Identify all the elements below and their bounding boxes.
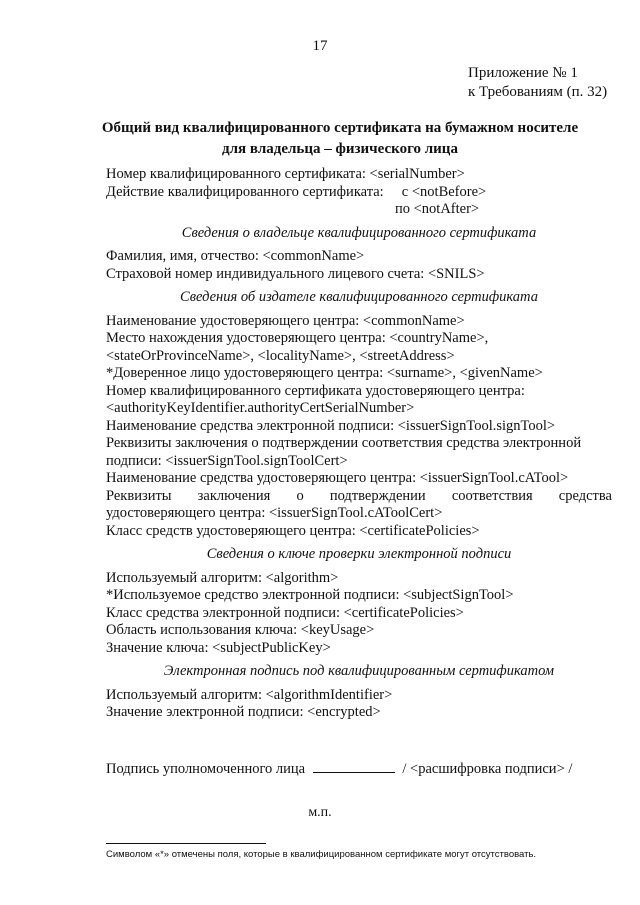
issuer-line: <stateOrProvinceName>, <localityName>, <streetAddress> [106,347,455,364]
document-title [60,118,620,160]
footnote-divider [106,843,266,844]
issuer-line: Наименование средства удостоверяющего центра: <issuerSignTool.cATool> [106,470,569,486]
owner-line: Фамилия, имя, отчество: <commonName> [106,248,365,264]
key-line: Область использования ключа: <keyUsage> [106,622,375,638]
key-line: *Используемое средство электронной подписи: <subjectSignTool> [106,587,514,603]
key-line: Класс средства электронной подписи: <certificatePolicies> [106,604,464,621]
title-line-1: Общий вид квалифицированного сертификата на бумажном носителе [101,120,579,136]
appendix-line-1: Приложение № 1 [468,65,578,81]
validity-from-line: Действие квалифицированного сертификата: с <notBefore> [106,183,487,200]
authorized-signature [106,760,572,778]
title-line-2: для владельца – физического лица [222,141,458,157]
issuer-line: Номер квалифицированного сертификата удостоверяющего центра: [106,382,525,399]
issuer-line: Наименование удостоверяющего центра: <commonName> [106,312,465,329]
issuer-line: Место нахождения удостоверяющего центра: <countryName>, [106,330,489,346]
appendix-note [468,64,607,102]
issuer-line: Реквизиты заключения о подтверждении соответствия средства электронной [106,435,582,451]
key-line: Значение ключа: <subjectPublicKey> [106,639,331,656]
signature-section-heading: Электронная подпись под квалифицированным сертификатом [163,663,555,679]
issuer-justified-line [106,488,612,506]
issuer-line: удостоверяющего центра: <issuerSignTool.cAToolCert> [106,505,443,521]
validity-to-line: по <notAfter> [395,201,480,217]
issuer-line: Наименование средства электронной подписи: <issuerSignTool.signTool> [106,417,556,434]
issuer-line: Класс средств удостоверяющего центра: <certificatePolicies> [106,522,480,539]
owner-section-heading: Сведения о владельце квалифицированного сертификата [181,224,537,241]
key-section-heading: Сведения о ключе проверки электронной подписи [206,546,512,562]
serial-number-line: Номер квалифицированного сертификата: <serialNumber> [106,166,465,182]
justified-word: о [296,487,304,504]
justified-word: Реквизиты [106,487,172,504]
owner-line: Страховой номер индивидуального лицевого счета: <SNILS> [106,265,485,282]
key-line: Используемый алгоритм: <algorithm> [106,569,339,586]
signature-label: Подпись уполномоченного лица [106,761,306,777]
issuer-line: *Доверенное лицо удостоверяющего центра: <surname>, <givenName> [106,365,543,381]
justified-word: соответствия [451,487,533,504]
appendix-line-2: к Требованиям (п. 32) [468,84,608,100]
justified-word: средства [558,487,612,504]
issuer-section-heading: Сведения об издателе квалифицированного сертификата [180,289,538,305]
justified-word: заключения [197,487,271,504]
signature-decode: / <расшифровка подписи> / [402,761,573,777]
footnote: Символом «*» отмечены поля, которые в квалифицированном сертификате могут отсутствовать. [106,849,537,860]
stamp-place: м.п. [308,805,332,820]
issuer-line: подписи: <issuerSignTool.signToolCert> [106,452,348,469]
signature-line: Значение электронной подписи: <encrypted> [106,704,381,720]
page-number: 17 [312,38,328,54]
issuer-line: <authorityKeyIdentifier.authorityCertSerialNumber> [106,400,415,416]
signature-blank [313,760,395,773]
document-body [106,166,612,722]
signature-line: Используемый алгоритм: <algorithmIdentifier> [106,686,393,703]
justified-word: подтверждении [329,487,426,504]
